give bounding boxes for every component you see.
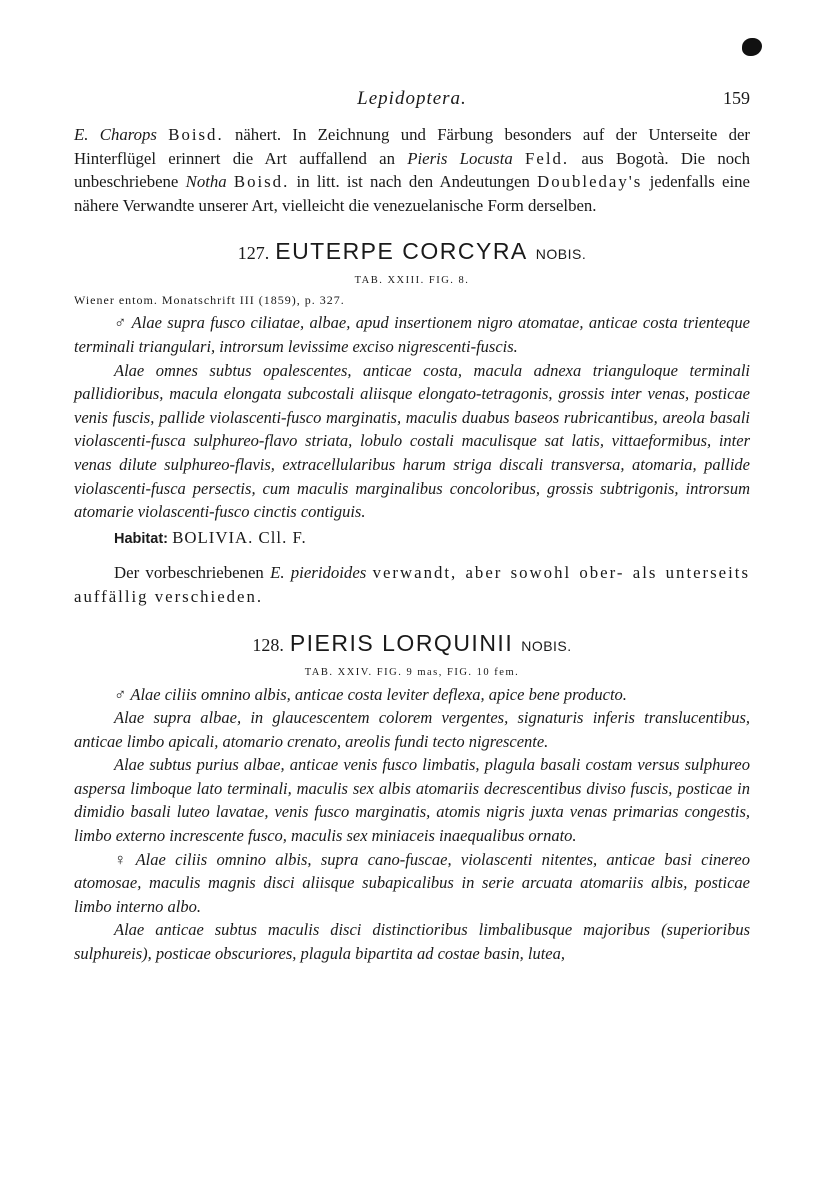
intro-text-1: nähert. In Zeichnung und Färbung besonders auf der Unterseite der Hinterflügel erinnert die Art auffallend an (74, 125, 751, 168)
species-number: 128. (252, 634, 284, 655)
remark-species: E. pieridoides (270, 563, 367, 583)
intro-author-2: Feld. (525, 148, 570, 168)
running-head (74, 88, 750, 114)
description-paragraph (74, 848, 750, 919)
female-symbol: ♀ (114, 849, 132, 869)
page-number: 159 (723, 88, 750, 108)
species-nobis: NOBIS. (521, 637, 572, 654)
habitat-value: BOLIVIA. Cll. F. (172, 527, 307, 547)
habitat-label: Habitat: (114, 530, 168, 547)
species-nobis: NOBIS. (535, 246, 587, 263)
remark-paragraph (74, 561, 750, 608)
running-title: Lepidoptera. (357, 88, 467, 109)
description-paragraph (74, 683, 750, 707)
intro-doubleday: Doubleday's (537, 172, 643, 192)
description-paragraph: Alae subtus purius albae, anticae venis fusco limbatis, plagula basali costam versus sulphureo aspersa limboque lato terminali, maculis sex albis atomariis decrescentibus diviso fuscis, posticae in dimidio basali luteo lavatae, venis fusco marginatis, atomis nigris juxta venas primarias congestis, limbo externo increscente fusco, maculis sex miniaceis inaequalibus ornato. (74, 755, 750, 846)
page (74, 88, 750, 966)
male-symbol: ♂ (114, 313, 128, 333)
description-paragraph (74, 311, 750, 358)
remark-post: verwandt, aber sowohl ober- als unterseits auffällig verschieden. (74, 563, 750, 606)
intro-text-4: jedenfalls eine nähere Verwandte unserer Art, vielleicht die venezuelanische Form derselben. (74, 172, 751, 215)
intro-species: Charops (99, 125, 157, 144)
plate-reference: TAB. XXIII. FIG. 8. (354, 275, 470, 287)
description-text: Alae ciliis omnino albis, supra cano-fuscae, violascenti nitentes, anticae basi cinereo atomosae, maculis magnis disci aliisque subapicalibus in serie arcuata atomariis albis, posticae limbo interno albo. (74, 849, 750, 916)
description-paragraph: Alae supra albae, in glaucescentem colorem vergentes, signaturis inferis translucentibus, anticae limbo apicali, atomario crenato, areolis fundi tecto nigrescente. (74, 708, 750, 751)
intro-paragraph (74, 123, 750, 217)
citation: Wiener entom. Monatschrift III (1859), p. 327. (74, 293, 345, 308)
species-heading-127 (74, 237, 750, 268)
intro-author-1: Boisd. (168, 125, 224, 144)
description-text: Alae supra fusco ciliatae, albae, apud insertionem nigro atomatae, anticae costa trienteque terminali triangulari, introrsum levissime exciso nigrescenti-fuscis. (74, 313, 751, 356)
intro-text-2: aus Bogotà. Die noch unbeschriebene (74, 148, 750, 192)
intro-author-3: Boisd. (233, 172, 290, 192)
ink-blot (742, 38, 762, 56)
intro-notha: Notha (185, 172, 227, 192)
description-text: Alae ciliis omnino albis, anticae costa leviter deflexa, apice bene producto. (130, 684, 627, 704)
intro-text-3: in litt. ist nach den Andeutungen (296, 172, 530, 192)
description-paragraph: Alae anticae subtus maculis disci distinctioribus limbalibusque majoribus (superioribus sulphureis), posticae obscuriores, plagula bipartita ad costae basin, lutea, (74, 920, 750, 964)
species-name: EUTERPE CORCYRA (275, 238, 528, 265)
description-paragraph: Alae omnes subtus opalescentes, anticae costa, macula adnexa trianguloque terminali pallidioribus, macula elongata subcostali aliisque elongato-tetragonis, grossis inter venas, posticae venis fuscis, pallide violascenti-fusco marginatis, maculis duabus baseos rubricantibus, areola basali violascenti-fusca sulphureo-flavo striata, lobulo costali maculisque sat latis, vittaeformibus, inter venas dilute sulphureo-flavis, extracellularibus harum striga discali transversa, atomaria, pallide violascenti-fusca persectis, cum maculis marginalibus concoloribus, grossis subtrigonis, introrsum atomarie violascenti-fusco cinctis contiguis. (74, 360, 750, 522)
species-number: 127. (237, 243, 270, 264)
remark-pre: Der vorbeschriebenen (114, 563, 264, 583)
species-name: PIERIS LORQUINII (289, 629, 514, 656)
male-symbol: ♂ (114, 684, 127, 704)
intro-ref-species: Pieris Locusta (407, 148, 513, 168)
species-heading-128 (74, 629, 750, 660)
plate-reference: TAB. XXIV. FIG. 9 mas, FIG. 10 fem. (304, 666, 520, 678)
habitat (74, 526, 750, 552)
intro-genus: E. (74, 125, 89, 144)
